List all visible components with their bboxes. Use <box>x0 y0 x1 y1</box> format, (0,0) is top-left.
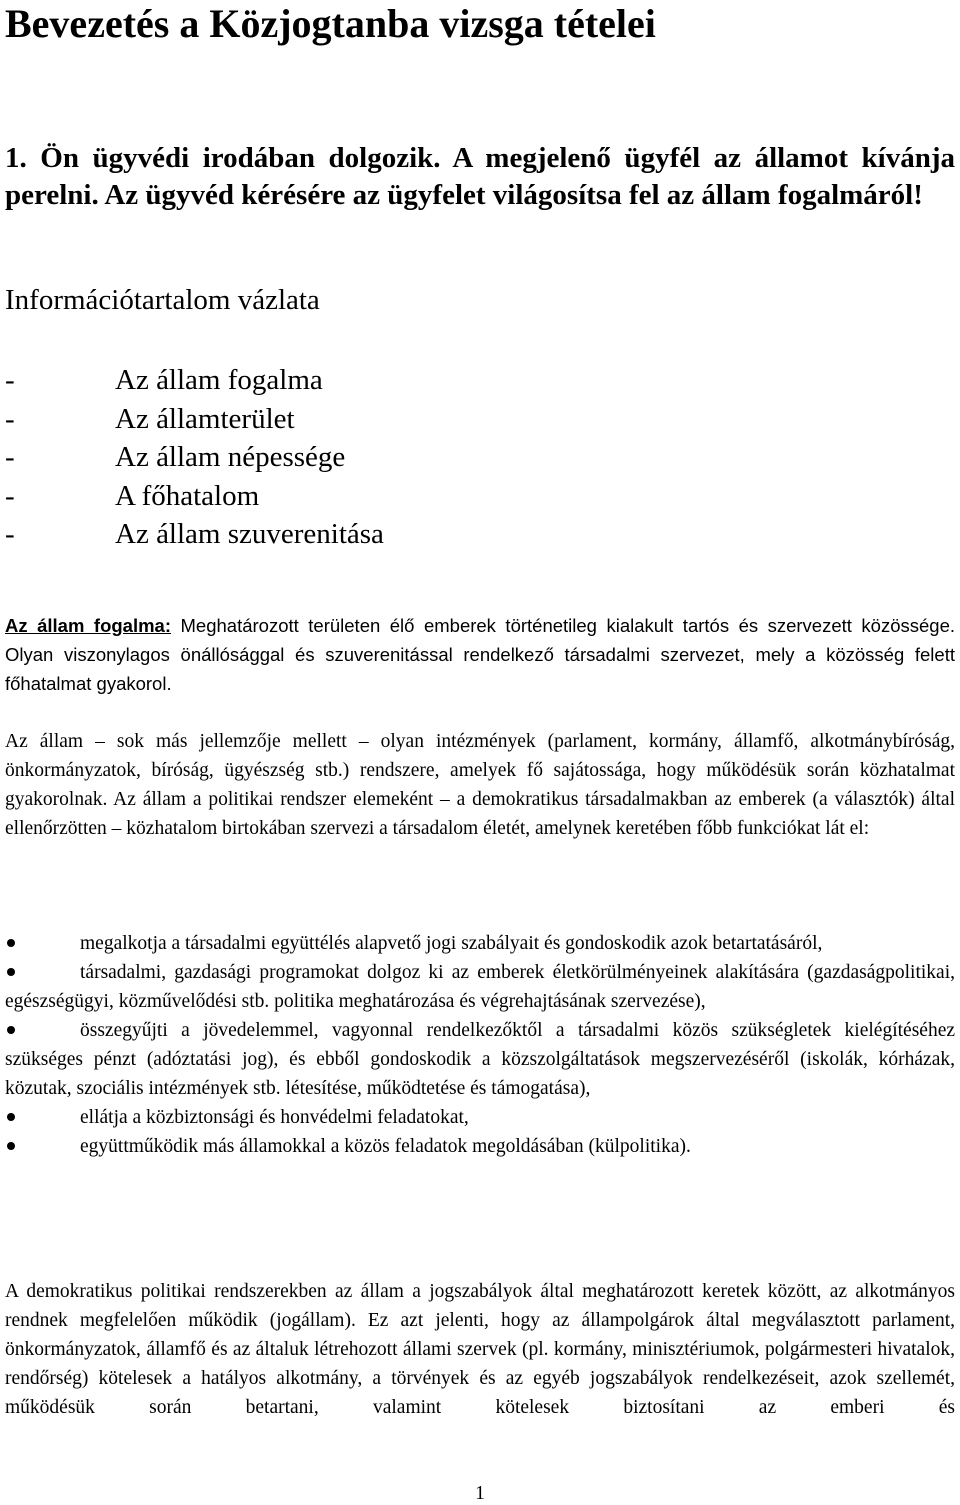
bullet-dot-icon <box>7 939 15 947</box>
outline-item-text: Az állam népessége <box>115 441 346 473</box>
outline-item-text: Az állam fogalma <box>115 364 323 396</box>
bullet-dot-icon <box>7 1026 15 1034</box>
bullet-dot-icon <box>7 1142 15 1150</box>
function-text: összegyűjti a jövedelemmel, vagyonnal rendelkezőktől a társadalmi közös szükségletek kielégítéséhez szükséges pénzt (adóztatási jog), és ebből gondoskodik a közszolgáltatások megszervezéséről (iskolák, kórházak, közutak, szociális intézmények stb. létesítése, működtetése és támogatása), <box>5 1020 955 1099</box>
function-item <box>5 958 955 1016</box>
outline-dash: - <box>5 518 15 550</box>
outline-heading: Információtartalom vázlata <box>5 284 320 316</box>
outline-item <box>5 438 905 477</box>
outline-item <box>5 361 905 400</box>
function-item <box>5 1016 955 1103</box>
intro-paragraph: Az állam – sok más jellemzője mellett – olyan intézmények (parlament, kormány, államfő, alkotmánybíróság, önkormányzatok, bíróság, ügyészség stb.) rendszere, amelyek fő sajátossága, hogy működésük során közhatalmat gyakorolnak. Az állam a politikai rendszer elemeként – a demokratikus társadalmakban az emberek (a választók) által ellenőrzötten – közhatalom birtokában szervezi a társadalom életét, amelynek keretében főbb funkciókat lát el: <box>5 731 955 839</box>
outline-dash: - <box>5 479 15 512</box>
outline-dash: - <box>5 402 15 435</box>
function-item <box>5 1103 955 1132</box>
function-item <box>5 1132 955 1161</box>
democracy-paragraph: A demokratikus politikai rendszerekben az állam a jogszabályok által meghatározott keretek között, az alkotmányos rendnek megfelelően működik (jogállam). Ez azt jelenti, hogy az állampolgárok által megválasztott parlament, önkormányzatok, államfő és az általuk létrehozott állami szervek (pl. kormány, minisztériumok, polgármesteri hivatalok, rendőrség) kötelesek a hatályos alkotmány, a törvények és az egyéb jogszabályok rendelkezéseit, azok szellemét, működésük során betartani, valamint kötelesek biztosítani az emberi és <box>5 1281 955 1418</box>
outline-item <box>5 400 905 439</box>
bullet-dot-icon <box>7 1113 15 1121</box>
definition-text: Meghatározott területen élő emberek történetileg kialakult tartós és szervezett közössége. Olyan viszonylagos önállósággal és szuverenitással rendelkező társadalmi szervezet, mely a közösség felett főhatalmat gyakorol. <box>5 615 955 694</box>
definition-paragraph <box>5 611 955 698</box>
function-text: ellátja a közbiztonsági és honvédelmi feladatokat, <box>80 1107 469 1128</box>
outline-dash: - <box>5 441 15 473</box>
function-text: együttműködik más államokkal a közös feladatok megoldásában (külpolitika). <box>80 1136 691 1157</box>
exam-question: 1. Ön ügyvédi irodában dolgozik. A megjelenő ügyfél az államot kívánja perelni. Az ügyvéd kérésére az ügyfelet világosítsa fel az állam fogalmáról! <box>5 142 955 211</box>
functions-list <box>5 929 955 1161</box>
outline-item-text: A főhatalom <box>115 479 260 512</box>
definition-term: Az állam fogalma: <box>5 615 172 636</box>
outline-item <box>5 477 905 516</box>
document-title: Bevezetés a Közjogtanba vizsga tételei <box>5 1 656 46</box>
function-text: megalkotja a társadalmi együttélés alapvető jogi szabályait és gondoskodik azok betartatásáról, <box>80 933 823 954</box>
outline-item <box>5 515 905 554</box>
bullet-dot-icon <box>7 968 15 976</box>
outline-item-text: Az állam szuverenitása <box>115 518 384 550</box>
function-item <box>5 929 955 958</box>
page-number: 1 <box>475 1483 485 1504</box>
outline-list <box>5 361 905 554</box>
outline-item-text: Az államterület <box>115 402 295 435</box>
function-text: társadalmi, gazdasági programokat dolgoz ki az emberek életkörülményeinek alakítására (gazdaságpolitikai, egészségügyi, közművelődési stb. politika meghatározása és végrehajtásának szervezése), <box>5 962 955 1012</box>
outline-dash: - <box>5 364 15 396</box>
